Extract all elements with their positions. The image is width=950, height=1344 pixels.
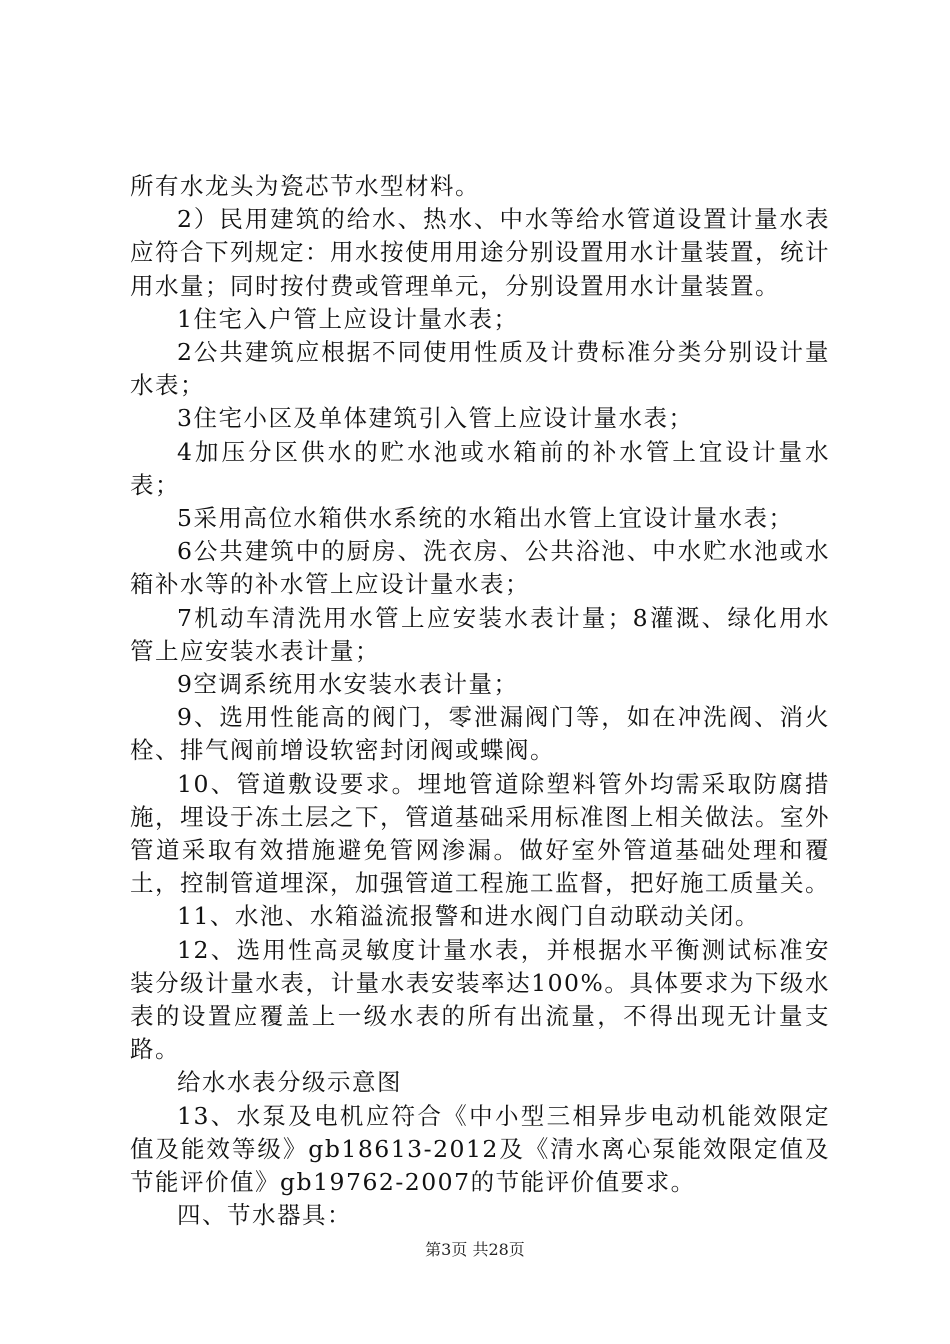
- list-item-6: 6公共建筑中的厨房、洗衣房、公共浴池、中水贮水池或水箱补水等的补水管上应设计量水表；: [130, 537, 830, 599]
- list-item-5: 5采用高位水箱供水系统的水箱出水管上宜设计量水表；: [177, 504, 794, 533]
- list-item-7-8: 7机动车清洗用水管上应安装水表计量；8灌溉、绿化用水管上应安装水表计量；: [130, 603, 830, 665]
- document-body: [130, 170, 830, 1233]
- paragraph-water-meter-rules: 2）民用建筑的给水、热水、中水等给水管道设置计量水表应符合下列规定：用水按使用用途分别设置用水计量装置，统计用水量；同时按付费或管理单元，分别设置用水计量装置。: [130, 205, 830, 300]
- section-heading-fixtures: 四、节水器具：: [177, 1201, 352, 1230]
- paragraph-item-12-meters: 12、选用性高灵敏度计量水表，并根据水平衡测试标准安装分级计量水表，计量水表安装率达100%。具体要求为下级水表的设置应覆盖上一级水表的所有出流量，不得出现无计量支路。: [130, 935, 830, 1064]
- page-number-footer: 第3页 共28页: [425, 1240, 525, 1259]
- list-item-4: 4加压分区供水的贮水池或水箱前的补水管上宜设计量水表；: [130, 437, 830, 499]
- figure-caption: 给水水表分级示意图: [177, 1068, 402, 1097]
- paragraph-item-13-pumps: 13、水泵及电机应符合《中小型三相异步电动机能效限定值及能效等级》gb18613-2012及《清水离心泵能效限定值及节能评价值》gb19762-2007的节能评价值要求。: [130, 1101, 830, 1197]
- paragraph-item-9-valves: 9、选用性能高的阀门，零泄漏阀门等，如在冲洗阀、消火栓、排气阀前增设软密封闭阀或蝶阀。: [130, 703, 830, 765]
- list-item-1: 1住宅入户管上应设计量水表；: [177, 304, 519, 333]
- list-item-9: 9空调系统用水安装水表计量；: [177, 670, 519, 699]
- paragraph-item-10-pipes: 10、管道敷设要求。埋地管道除塑料管外均需采取防腐措施，埋设于冻土层之下，管道基础采用标准图上相关做法。室外管道采取有效措施避免管网渗漏。做好室外管道基础处理和覆土，控制管道埋深，加强管道工程施工监督，把好施工质量关。: [130, 769, 830, 898]
- paragraph-continuation: 所有水龙头为瓷芯节水型材料。: [130, 172, 480, 200]
- list-item-2: 2公共建筑应根据不同使用性质及计费标准分类分别设计量水表；: [130, 338, 830, 400]
- list-item-3: 3住宅小区及单体建筑引入管上应设计量水表；: [177, 404, 694, 433]
- paragraph-item-11-overflow: 11、水池、水箱溢流报警和进水阀门自动联动关闭。: [177, 902, 760, 931]
